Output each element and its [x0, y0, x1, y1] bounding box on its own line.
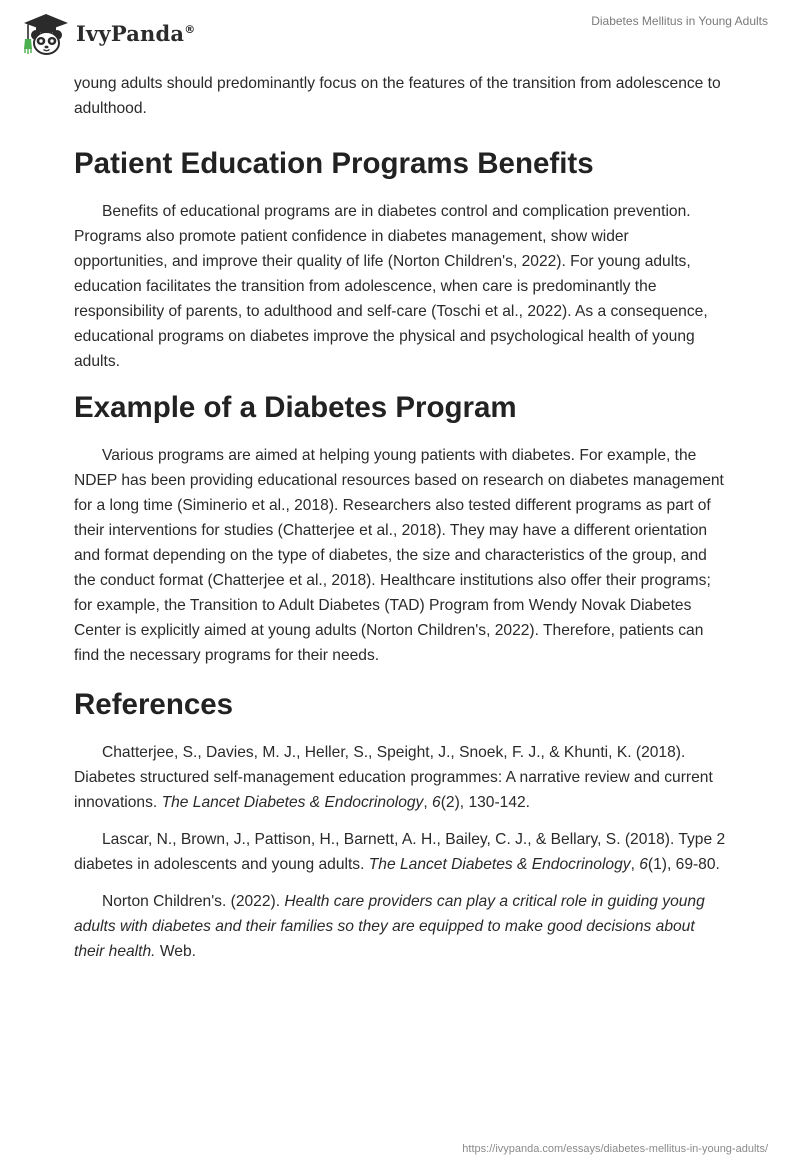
source-url[interactable]: https://ivypanda.com/essays/diabetes-mellitus-in-young-adults/: [462, 1143, 768, 1155]
reference-volume: 6: [432, 794, 441, 811]
reference-tail: Web.: [155, 943, 196, 960]
reference-journal: The Lancet Diabetes & Endocrinology: [368, 856, 631, 873]
section-paragraph-benefits: Benefits of educational programs are in diabetes control and complication prevention. Programs also promote patient confidence in diabetes management, show wider opportunities, and improve their quality of life (Norton Children's, 2022). For young adults, education facilitates the transition from adolescence, when care is predominantly the responsibility of parents, to adulthood and self-care (Toschi et al., 2022). As a consequence, educational programs on diabetes improve the physical and psychological health of young adults.: [74, 203, 708, 370]
references-heading: References: [74, 688, 234, 721]
essay-body: [74, 71, 726, 964]
reference-item: [74, 740, 726, 815]
reference-separator: ,: [423, 794, 433, 811]
section-paragraph-example: Various programs are aimed at helping young patients with diabetes. For example, the NDEP has been providing educational resources based on research on diabetes management for a long time (Siminerio et al., 2018). Researchers also tested different programs as part of their interventions for studies (Chatterjee et al., 2018). They may have a different orientation and format depending on the type of diabetes, the size and characteristics of the group, and the conduct format (Chatterjee et al., 2018). Healthcare institutions also offer their programs; for example, the Transition to Adult Diabetes (TAD) Program from Wendy Novak Diabetes Center is explicitly aimed at young adults (Norton Children's, 2022). Therefore, patients can find the necessary programs for their needs.: [74, 447, 724, 664]
reference-separator: ,: [630, 856, 640, 873]
lead-paragraph: young adults should predominantly focus on the features of the transition from adolescence to adulthood.: [74, 75, 721, 117]
brand-logo[interactable]: [16, 9, 195, 57]
document-title: Diabetes Mellitus in Young Adults: [591, 14, 768, 28]
page-header: [0, 0, 800, 60]
reference-tail: (1), 69-80.: [647, 856, 720, 873]
reference-item: [74, 889, 726, 964]
reference-title: Health care providers can play a critical role in guiding young adults with diabetes and their families so they are equipped to make good decisions about their health.: [74, 893, 705, 960]
panda-graduate-icon: [16, 9, 72, 57]
section-heading-example: Example of a Diabetes Program: [74, 391, 517, 424]
reference-item: [74, 827, 726, 877]
reference-tail: (2), 130-142.: [440, 794, 531, 811]
reference-lead: Norton Children's. (2022).: [102, 893, 285, 910]
reference-journal: The Lancet Diabetes & Endocrinology: [161, 794, 424, 811]
brand-name: IvyPanda®: [76, 20, 196, 46]
section-heading-benefits: Patient Education Programs Benefits: [74, 147, 594, 180]
registered-mark: ®: [184, 22, 196, 36]
reference-volume: 6: [639, 856, 648, 873]
reference-lead: Lascar, N., Brown, J., Pattison, H., Barnett, A. H., Bailey, C. J., & Bellary, S. (2018). Type 2 diabetes in adolescents and young adults.: [74, 831, 726, 873]
reference-lead: Chatterjee, S., Davies, M. J., Heller, S., Speight, J., Snoek, F. J., & Khunti, K. (2018). Diabetes structured self-management education programmes: A narrative review and current innovations.: [74, 744, 713, 811]
